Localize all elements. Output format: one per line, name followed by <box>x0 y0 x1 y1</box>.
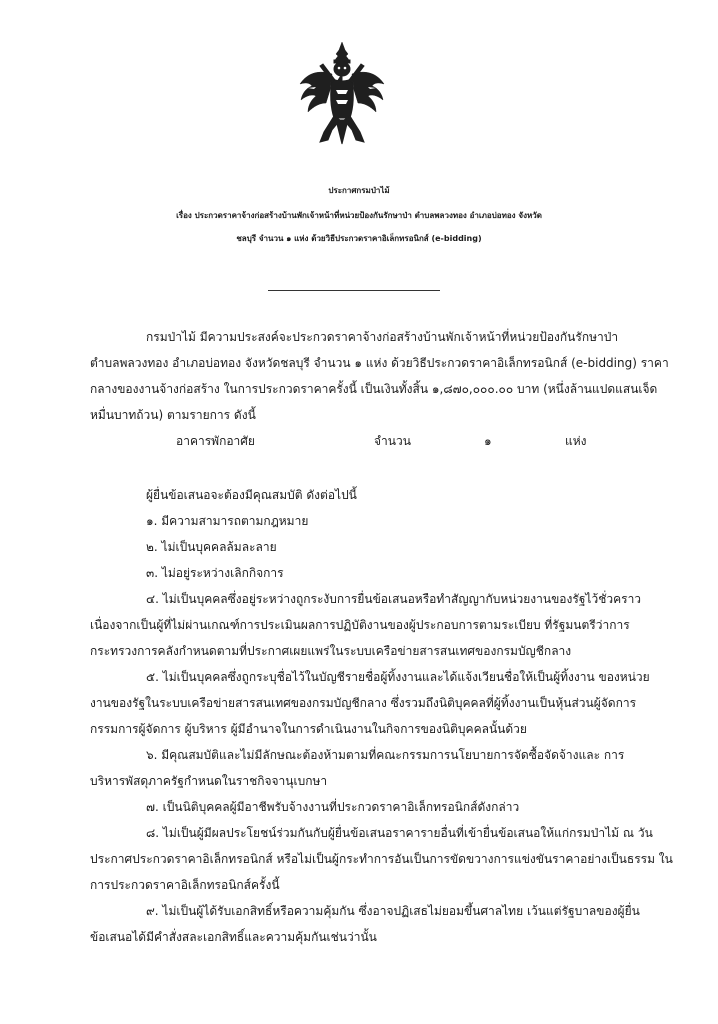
qualification-5-line-3: กรรมการผู้จัดการ ผู้บริหาร ผู้มีอำนาจในการดำเนินงานในกิจการของนิติบุคคลนั้นด้วย <box>90 722 527 736</box>
qualification-5-line-1: ๕. ไม่เป็นบุคคลซึ่งถูกระบุชื่อไว้ในบัญชีรายชื่อผู้ทิ้งงานและได้แจ้งเวียนชื่อให้เป็นผู้ทิ้งงาน ของหน่วย <box>146 670 650 684</box>
garuda-emblem-icon <box>296 40 388 148</box>
qualification-2: ๒. ไม่เป็นบุคคลล้มละลาย <box>146 540 277 554</box>
item-unit: แห่ง <box>565 434 587 448</box>
qualification-8-line-2: ประกาศประกวดราคาอิเล็กทรอนิกส์ หรือไม่เป็นผู้กระทำการอันเป็นการขัดขวางการแข่งขันราคาอย่างเป็นธรรม ใน <box>90 852 673 866</box>
item-quantity: ๑ <box>484 434 492 448</box>
intro-line-1: กรมป่าไม้ มีความประสงค์จะประกวดราคาจ้างก่อสร้างบ้านพักเจ้าหน้าที่หน่วยป้องกันรักษาป่า <box>146 330 619 344</box>
announcement-agency: ประกาศกรมป่าไม้ <box>328 186 390 195</box>
item-quantity-label: จำนวน <box>374 434 411 448</box>
intro-line-3: กลางของงานจ้างก่อสร้าง ในการประกวดราคาครั้งนี้ เป็นเงินทั้งสิ้น ๑,๘๗๐,๐๐๐.๐๐ บาท (หนึ่งล้านแปดแสนเจ็ด <box>90 382 658 396</box>
intro-line-2: ตำบลพลวงทอง อำเภอบ่อทอง จังหวัดชลบุรี จำนวน ๑ แห่ง ด้วยวิธีประกวดราคาอิเล็กทรอนิกส์ (e-bidding) ราคา <box>90 356 669 370</box>
qualification-5-line-2: งานของรัฐในระบบเครือข่ายสารสนเทศของกรมบัญชีกลาง ซึ่งรวมถึงนิติบุคคลที่ผู้ทิ้งงานเป็นหุ้นส่วนผู้จัดการ <box>90 696 637 710</box>
qualification-7: ๗. เป็นนิติบุคคลผู้มีอาชีพรับจ้างงานที่ประกวดราคาอิเล็กทรอนิกส์ดังกล่าว <box>146 800 520 814</box>
qualification-1: ๑. มีความสามารถตามกฎหมาย <box>146 514 309 528</box>
intro-line-4: หมื่นบาทถ้วน) ตามรายการ ดังนี้ <box>90 408 256 422</box>
item-name: อาคารพักอาศัย <box>176 434 255 448</box>
qualification-4-line-1: ๔. ไม่เป็นบุคคลซึ่งอยู่ระหว่างถูกระงับการยื่นข้อเสนอหรือทำสัญญากับหน่วยงานของรัฐไว้ชั่วคราว <box>146 592 642 606</box>
qualification-3: ๓. ไม่อยู่ระหว่างเลิกกิจการ <box>146 566 284 580</box>
qualification-6-line-1: ๖. มีคุณสมบัติและไม่มีลักษณะต้องห้ามตามที่คณะกรรมการนโยบายการจัดซื้อจัดจ้างและ การ <box>146 748 625 762</box>
announcement-subject-line-1: เรื่อง ประกวดราคาจ้างก่อสร้างบ้านพักเจ้าหน้าที่หน่วยป้องกันรักษาป่า ตำบลพลวงทอง อำเภอบ่อทอง จังหวัด <box>176 211 542 220</box>
qualification-6-line-2: บริหารพัสดุภาครัฐกำหนดในราชกิจจานุเบกษา <box>90 774 328 788</box>
qualifications-title: ผู้ยื่นข้อเสนอจะต้องมีคุณสมบัติ ดังต่อไปนี้ <box>146 488 357 502</box>
qualification-9-line-1: ๙. ไม่เป็นผู้ได้รับเอกสิทธิ์หรือความคุ้มกัน ซึ่งอาจปฏิเสธไม่ยอมขึ้นศาลไทย เว้นแต่รัฐบาลของผู้ยื่น <box>146 904 640 918</box>
announcement-subject-line-2: ชลบุรี จำนวน ๑ แห่ง ด้วยวิธีประกวดราคาอิเล็กทรอนิกส์ (e-bidding) <box>236 234 482 243</box>
qualification-9-line-2: ข้อเสนอได้มีคำสั่งสละเอกสิทธิ์และความคุ้มกันเช่นว่านั้น <box>90 930 377 944</box>
qualification-4-line-3: กระทรวงการคลังกำหนดตามที่ประกาศเผยแพร่ในระบบเครือข่ายสารสนเทศของกรมบัญชีกลาง <box>90 644 572 658</box>
title-divider <box>268 290 440 291</box>
qualification-8-line-1: ๘. ไม่เป็นผู้มีผลประโยชน์ร่วมกันกับผู้ยื่นข้อเสนอราคารายอื่นที่เข้ายื่นข้อเสนอให้แก่กรมป่าไม้ ณ วัน <box>146 826 653 840</box>
qualification-4-line-2: เนื่องจากเป็นผู้ที่ไม่ผ่านเกณฑ์การประเมินผลการปฏิบัติงานของผู้ประกอบการตามระเบียบ ที่รัฐมนตรีว่าการ <box>90 618 630 632</box>
qualification-8-line-3: การประกวดราคาอิเล็กทรอนิกส์ครั้งนี้ <box>90 878 280 892</box>
